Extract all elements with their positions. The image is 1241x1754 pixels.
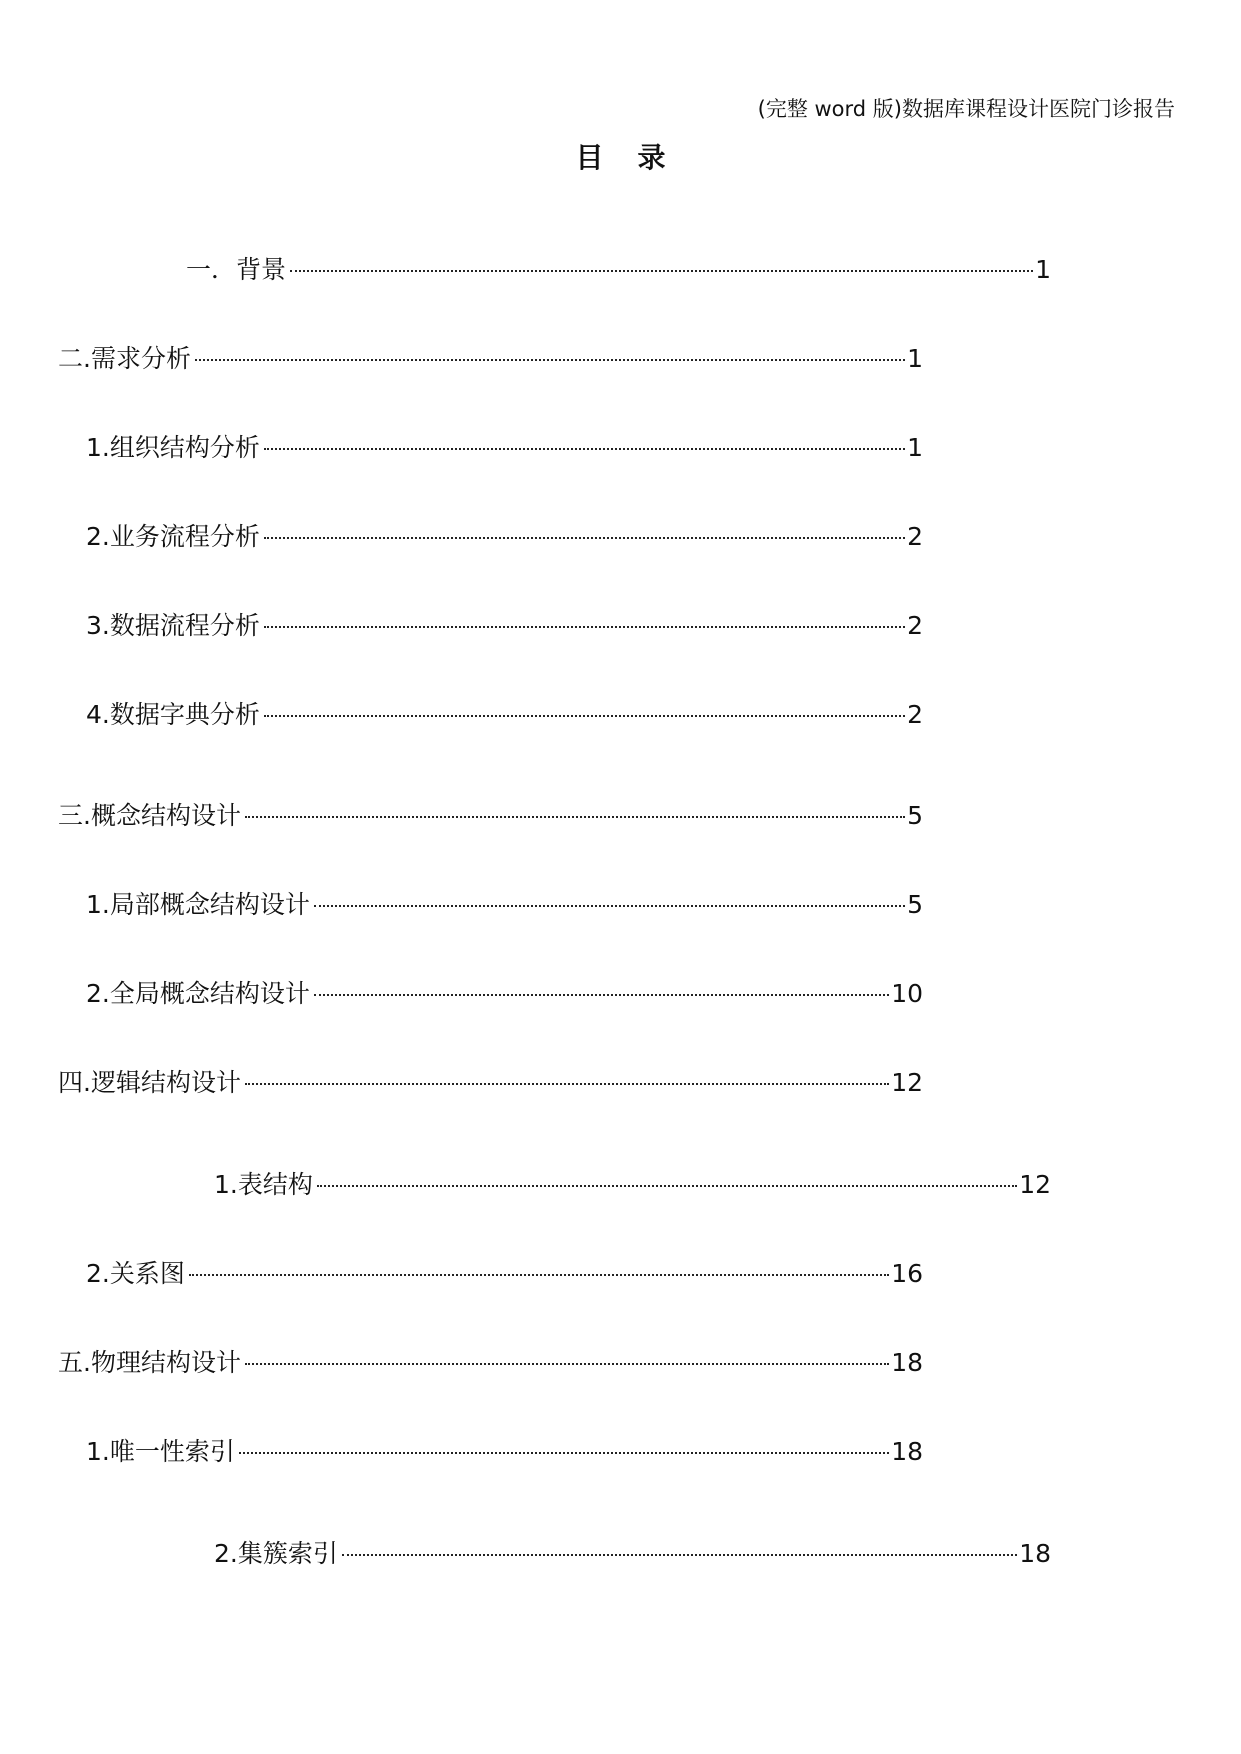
toc-entry-business-flow-analysis[interactable] [86, 513, 923, 553]
toc-page-number: 12 [891, 1068, 923, 1097]
dot-leader [314, 881, 905, 913]
toc-entry-label: 一．背景 [186, 255, 287, 284]
toc-entry-label: 1.局部概念结构设计 [86, 890, 310, 919]
toc-entry-global-conceptual-design[interactable] [86, 970, 923, 1010]
toc-page-number: 12 [1019, 1170, 1051, 1199]
toc-page-number: 2 [907, 700, 923, 729]
toc-entry-physical-design[interactable] [58, 1339, 923, 1379]
dot-leader [290, 246, 1033, 278]
toc-entry-label: 2.集簇索引 [214, 1539, 338, 1568]
toc-entry-conceptual-design[interactable] [58, 792, 923, 832]
toc-page-number: 5 [907, 801, 923, 830]
toc-entry-label: 1.表结构 [214, 1170, 313, 1199]
dot-leader [245, 1339, 889, 1371]
toc-entry-clustered-index[interactable] [214, 1530, 1051, 1570]
toc-page-number: 2 [907, 611, 923, 640]
toc-page-number: 16 [891, 1259, 923, 1288]
toc-entry-label: 2.业务流程分析 [86, 522, 260, 551]
toc-entry-unique-index[interactable] [86, 1428, 923, 1468]
dot-leader [195, 335, 905, 367]
toc-title: 目录 [575, 141, 700, 174]
toc-entry-label: 1.组织结构分析 [86, 433, 260, 462]
toc-entry-background[interactable] [186, 246, 1051, 286]
toc-page-number: 18 [891, 1437, 923, 1466]
toc-page-number: 18 [1019, 1539, 1051, 1568]
toc-entry-local-conceptual-design[interactable] [86, 881, 923, 921]
toc-entry-label: 4.数据字典分析 [86, 700, 260, 729]
toc-entry-label: 四.逻辑结构设计 [58, 1068, 241, 1097]
toc-page-number: 1 [907, 344, 923, 373]
toc-entry-label: 1.唯一性索引 [86, 1437, 235, 1466]
toc-entry-data-dictionary-analysis[interactable] [86, 691, 923, 731]
dot-leader [245, 1059, 889, 1091]
dot-leader [189, 1250, 889, 1282]
dot-leader [264, 513, 905, 545]
dot-leader [314, 970, 889, 1002]
toc-page-number: 1 [907, 433, 923, 462]
toc-page-number: 2 [907, 522, 923, 551]
toc-entry-table-structure[interactable] [214, 1161, 1051, 1201]
dot-leader [245, 792, 905, 824]
running-header: (完整 word 版)数据库课程设计医院门诊报告 [757, 97, 1175, 121]
toc-entry-data-flow-analysis[interactable] [86, 602, 923, 642]
toc-entry-label: 3.数据流程分析 [86, 611, 260, 640]
toc-page-number: 1 [1035, 255, 1051, 284]
dot-leader [264, 691, 905, 723]
dot-leader [239, 1428, 889, 1460]
toc-entry-label: 2.全局概念结构设计 [86, 979, 310, 1008]
dot-leader [264, 424, 905, 456]
toc-entry-requirements-analysis[interactable] [58, 335, 923, 375]
toc-entry-org-structure-analysis[interactable] [86, 424, 923, 464]
toc-entry-label: 2.关系图 [86, 1259, 185, 1288]
toc-entry-label: 三.概念结构设计 [58, 801, 241, 830]
toc-entry-relationship-diagram[interactable] [86, 1250, 923, 1290]
toc-entry-label: 五.物理结构设计 [58, 1348, 241, 1377]
dot-leader [342, 1530, 1017, 1562]
toc-entry-label: 二.需求分析 [58, 344, 191, 373]
dot-leader [264, 602, 905, 634]
toc-page-number: 18 [891, 1348, 923, 1377]
toc-entry-logical-design[interactable] [58, 1059, 923, 1099]
toc-page-number: 10 [891, 979, 923, 1008]
toc-page-number: 5 [907, 890, 923, 919]
dot-leader [317, 1161, 1017, 1193]
